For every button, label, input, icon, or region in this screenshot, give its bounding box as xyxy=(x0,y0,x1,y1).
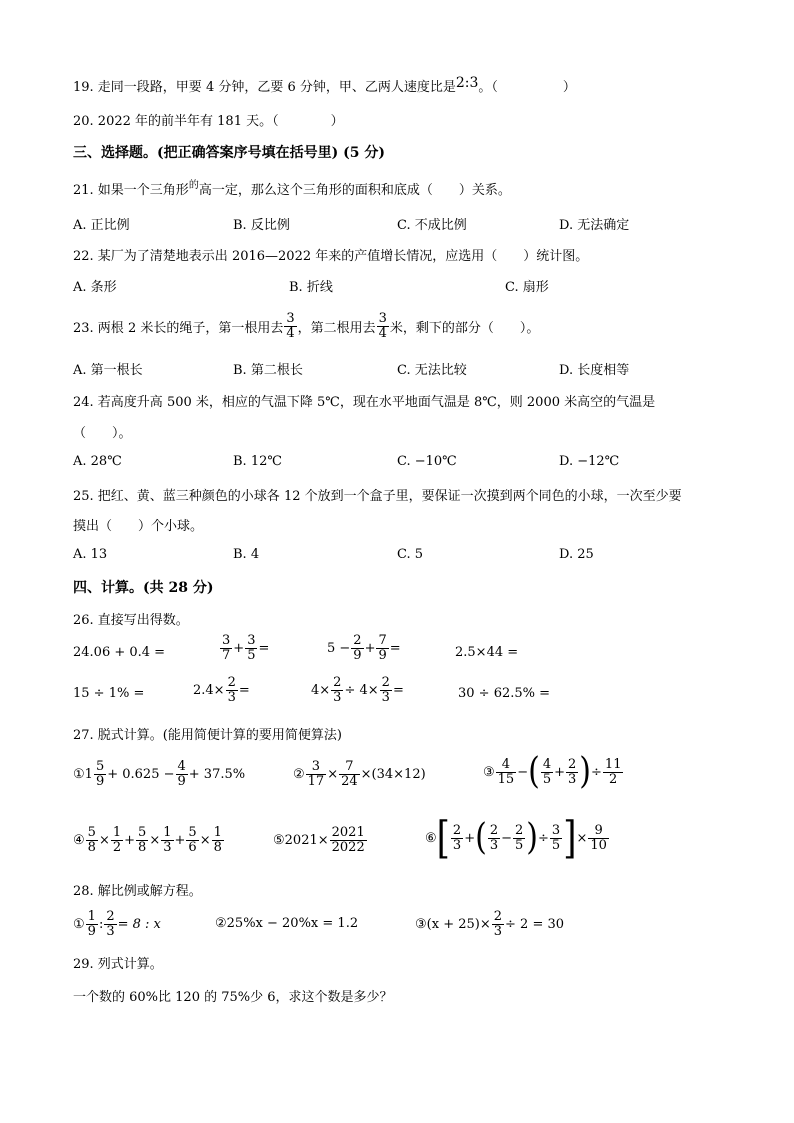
question-23: 23. 两根 2 米长的绳子，第一根用去 $\frac{3}{4}$ ，第二根用去 $\frac{3}{4}$ 米，剩下的部分（ ）。 xyxy=(73,311,540,341)
section-4-title: 四、计算。(共 28 分) xyxy=(73,580,214,596)
q27-calc-5: ⑤ 2021× $\frac{2021}{2022}$ xyxy=(273,825,365,855)
q21-option-c: C. 不成比例 xyxy=(397,218,467,233)
q23-fraction-1: $\frac{3}{4}$ xyxy=(286,311,295,341)
q21-option-b: B. 反比例 xyxy=(233,218,290,233)
q26-expr-5: 15 ÷ 1% = xyxy=(73,686,145,701)
q21-option-d: D. 无法确定 xyxy=(559,218,630,233)
q28-solve-1: ① $\frac{1}{9}$ : $\frac{2}{3}$ = 8 : x xyxy=(73,909,161,939)
q26-expr-3: 5 − $\frac{2}{9}$ + $\frac{7}{9}$ = xyxy=(327,633,401,663)
q26-expr-1: 24.06 + 0.4 = xyxy=(73,645,166,660)
q25-option-a: A. 13 xyxy=(73,547,108,562)
q19-ratio: 2:3 xyxy=(455,75,479,91)
q24-option-a: A. 28℃ xyxy=(73,454,122,469)
question-22: 22. 某厂为了清楚地表示出 2016—2022 年来的产值增长情况，应选用（ ）统计图。 xyxy=(73,249,589,264)
q27-calc-2: ② $\frac{3}{17}$ × $\frac{7}{24}$ ×(34×12) xyxy=(293,759,426,789)
q19-answer-blank: 。（ ） xyxy=(478,80,576,95)
q26-expr-7: 4× $\frac{2}{3}$ ÷ 4× $\frac{2}{3}$ = xyxy=(311,675,404,705)
q19-text: 19. 走同一段路，甲要 4 分钟，乙要 6 分钟，甲、乙两人速度比是 xyxy=(73,80,456,95)
q23-fraction-2: $\frac{3}{4}$ xyxy=(378,311,387,341)
q26-expr-6: 2.4× $\frac{2}{3}$ = xyxy=(193,675,250,705)
q22-option-a: A. 条形 xyxy=(73,280,117,295)
q23-option-d: D. 长度相等 xyxy=(559,363,630,378)
q27-calc-4: ④ $\frac{5}{8}$ × $\frac{1}{2}$ + $\frac{5}{8}$ × $\frac{1}{3}$ + $\frac{5}{6}$ × $\frac{1}{8}$ xyxy=(73,825,222,855)
question-19 xyxy=(73,76,576,95)
question-28: 28. 解比例或解方程。 xyxy=(73,884,202,899)
q24-option-b: B. 12℃ xyxy=(233,454,282,469)
question-24-line-2: （ ）。 xyxy=(73,426,132,441)
q22-option-b: B. 折线 xyxy=(289,280,333,295)
question-20: 20. 2022 年的前半年有 181 天。（ ） xyxy=(73,114,344,129)
question-25-line-1: 25. 把红、黄、蓝三种颜色的小球各 12 个放到一个盒子里，要保证一次摸到两个同色的小球，一次至少要 xyxy=(73,489,682,504)
q28-solve-3: ③(x + 25)× $\frac{2}{3}$ ÷ 2 = 30 xyxy=(415,909,565,939)
question-24-line-1: 24. 若高度升高 500 米，相应的气温下降 5℃，现在水平地面气温是 8℃，则 2000 米高空的气温是 xyxy=(73,395,656,410)
q26-expr-8: 30 ÷ 62.5% = xyxy=(458,686,551,701)
q21-option-a: A. 正比例 xyxy=(73,218,130,233)
section-3-title: 三、选择题。(把正确答案序号填在括号里) (5 分) xyxy=(73,145,385,161)
q23-option-c: C. 无法比较 xyxy=(397,363,467,378)
q26-expr-4: 2.5×44 = xyxy=(455,645,519,660)
question-25-line-2: 摸出（ ）个小球。 xyxy=(73,519,204,534)
question-29: 29. 列式计算。 xyxy=(73,957,163,972)
q27-calc-6: ⑥ [ $\frac{2}{3}$ + ( $\frac{2}{3}$ − $\frac{2}{5}$ ) ÷ $\frac{3}{5}$ ] × $\frac{9}{10}$ xyxy=(425,812,607,864)
q24-option-d: D. −12℃ xyxy=(559,454,620,469)
q26-expr-2: $\frac{3}{7}$ + $\frac{3}{5}$ = xyxy=(222,633,270,663)
q23-option-b: B. 第二根长 xyxy=(233,363,303,378)
q28-solve-2: ②25%x − 20%x = 1.2 xyxy=(215,916,359,931)
q25-option-c: C. 5 xyxy=(397,547,424,562)
question-27: 27. 脱式计算。(能用简便计算的要用简便算法) xyxy=(73,728,342,743)
question-29-prompt: 一个数的 60%比 120 的 75%少 6，求这个数是多少？ xyxy=(73,990,393,1005)
q27-calc-3: ③ $\frac{4}{15}$ − ( $\frac{4}{5}$ + $\frac{2}{3}$ ) ÷ $\frac{11}{2}$ xyxy=(483,750,622,793)
question-26: 26. 直接写出得数。 xyxy=(73,613,189,628)
q21-mark: 的 xyxy=(188,180,199,191)
q27-calc-1: ① 1 $\frac{5}{9}$ + 0.625 − $\frac{4}{9}$ + 37.5% xyxy=(73,759,246,789)
q23-option-a: A. 第一根长 xyxy=(73,363,143,378)
question-21: 21. 如果一个三角形$^的$高一定，那么这个三角形的面积和底成（ ）关系。 xyxy=(73,180,511,198)
q24-option-c: C. −10℃ xyxy=(397,454,457,469)
q22-option-c: C. 扇形 xyxy=(505,280,549,295)
q25-option-b: B. 4 xyxy=(233,547,260,562)
q25-option-d: D. 25 xyxy=(559,547,594,562)
